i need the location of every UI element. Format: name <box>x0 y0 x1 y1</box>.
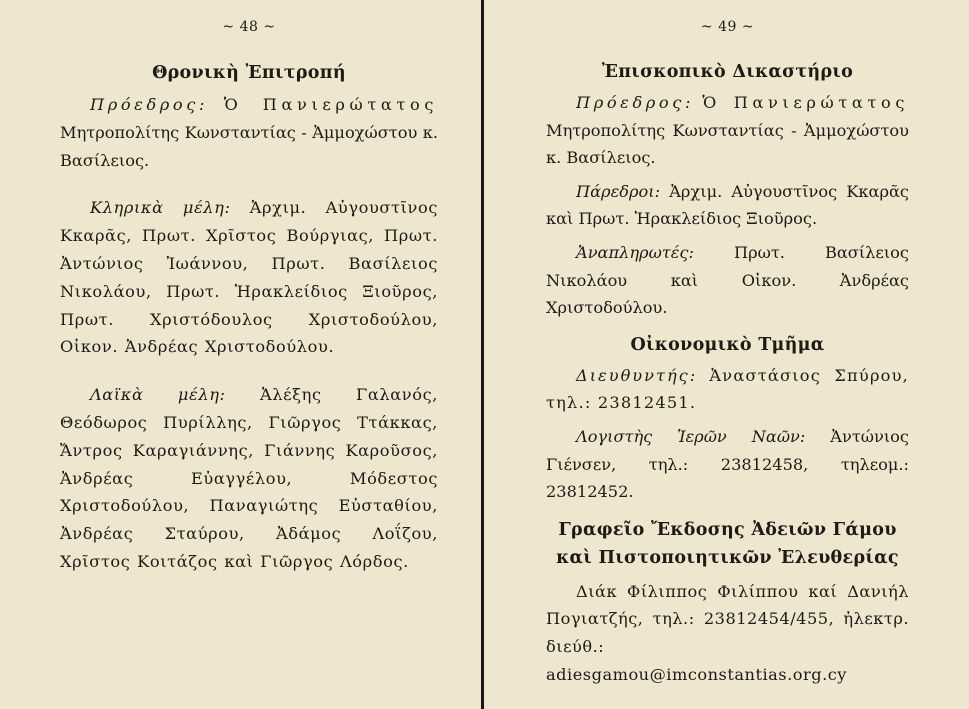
marriage-office-paragraph: Διάκ Φίλιππος Φιλίππου καί Δανιήλ Πογιατζής, τηλ.: 23812454/455, ἠλεκτρ. διεύθ.: adiesgamou@imconstantias.org.cy <box>546 581 909 684</box>
finance-director-paragraph <box>546 362 909 417</box>
right-page-content <box>546 59 909 688</box>
paragraph-body: Μητροπολίτης Κωνσταντίας - Ἀμμοχώστου κ. Βασίλειος. <box>546 120 909 168</box>
lay-members-paragraph <box>60 381 438 576</box>
section-title-throne-committee: Θρονικὴ Ἐπιτροπή <box>152 63 346 83</box>
page-number: ~ 49 ~ <box>700 19 755 35</box>
court-president-paragraph <box>546 89 909 172</box>
role-label: Πρόεδρος: <box>90 95 208 114</box>
page-number: ~ 48 ~ <box>222 19 276 35</box>
court-assessors-paragraph <box>546 178 909 233</box>
paragraph-body: Ἀρχιμ. Αὐγουστῖνος Κκαρᾶς, Πρωτ. Χρῖστος Βούργιας, Πρωτ. Ἀντώνιος Ἰωάννου, Πρωτ. Βασίλειος Νικολάου, Πρωτ. Ἡρακλείδιος Ξιοῦρος, Πρωτ. Χριστόδουλος Χριστοδούλου, Οἰκον. Ἀνδρέας Χριστοδούλου. <box>60 198 438 357</box>
title-line: καὶ Πιστοποιητικῶν Ἐλευθερίας <box>556 547 899 568</box>
role-label: Ἀναπληρωτές: <box>576 242 694 262</box>
court-substitutes-paragraph <box>546 239 909 322</box>
paragraph-body: Ἀλέξης Γαλανός, Θεόδωρος Πυρίλλης, Γιῶργος Ττάκκας, Ἄντρος Καραγιάννης, Γιάννης Καροῦσος, Ἀνδρέας Εὐαγγέλου, Μόδεστος Χριστοδούλου, Παναγιώτης Εὐσταθίου, Ἀνδρέας Σταύρου, Ἀδάμος Λοΐζου, Χρῖστος Κοιτάζος καὶ Γιῶργος Λόρδος. <box>60 385 438 571</box>
paragraph-body: Ἀναστάσιος Σπύρου, τηλ.: 23812451. <box>546 365 909 413</box>
role-label: Λογιστὴς Ἱερῶν Ναῶν: <box>576 426 806 446</box>
paragraph-body: Ἀντώνιος Γιένσεν, τηλ.: 23812458, τηλεομ.: 23812452. <box>546 426 909 502</box>
honorific: Ὁ Πανιερώτατος <box>702 93 909 112</box>
finance-accountant-paragraph <box>546 423 909 506</box>
left-page-content <box>60 60 438 576</box>
clergy-members-paragraph <box>60 194 438 361</box>
role-label: Πάρεδροι: <box>576 181 661 201</box>
paragraph-body: Πρωτ. Βασίλειος Νικολάου καὶ Οἰκον. Ἀνδρέας Χριστοδούλου. <box>546 242 909 318</box>
paragraph-body: Ἀρχιμ. Αὐγουστῖνος Κκαρᾶς καὶ Πρωτ. Ἡρακλείδιος Ξιοῦρος. <box>546 181 909 229</box>
section-title-finance: Οἰκονομικὸ Τμῆμα <box>630 334 825 355</box>
president-paragraph <box>60 91 438 174</box>
role-label: Διευθυντής: <box>576 365 698 385</box>
title-line: Γραφεῖο Ἔκδοσης Ἀδειῶν Γάμου <box>558 519 897 540</box>
honorific: Ὁ Πανιερώτατος <box>223 95 438 114</box>
page-gutter <box>481 0 484 709</box>
section-title-court: Ἐπισκοπικὸ Δικαστήριο <box>601 62 854 82</box>
right-page <box>485 0 969 709</box>
role-label: Κληρικὰ μέλη: <box>90 198 231 218</box>
role-label: Πρόεδρος: <box>576 93 694 112</box>
paragraph-body: Μητροπολίτης Κωνσταντίας - Ἀμμοχώστου κ. Βασίλειος. <box>60 122 438 170</box>
left-page <box>0 0 482 709</box>
section-title-marriage-office <box>546 516 909 572</box>
role-label: Λαϊκὰ μέλη: <box>90 385 226 405</box>
